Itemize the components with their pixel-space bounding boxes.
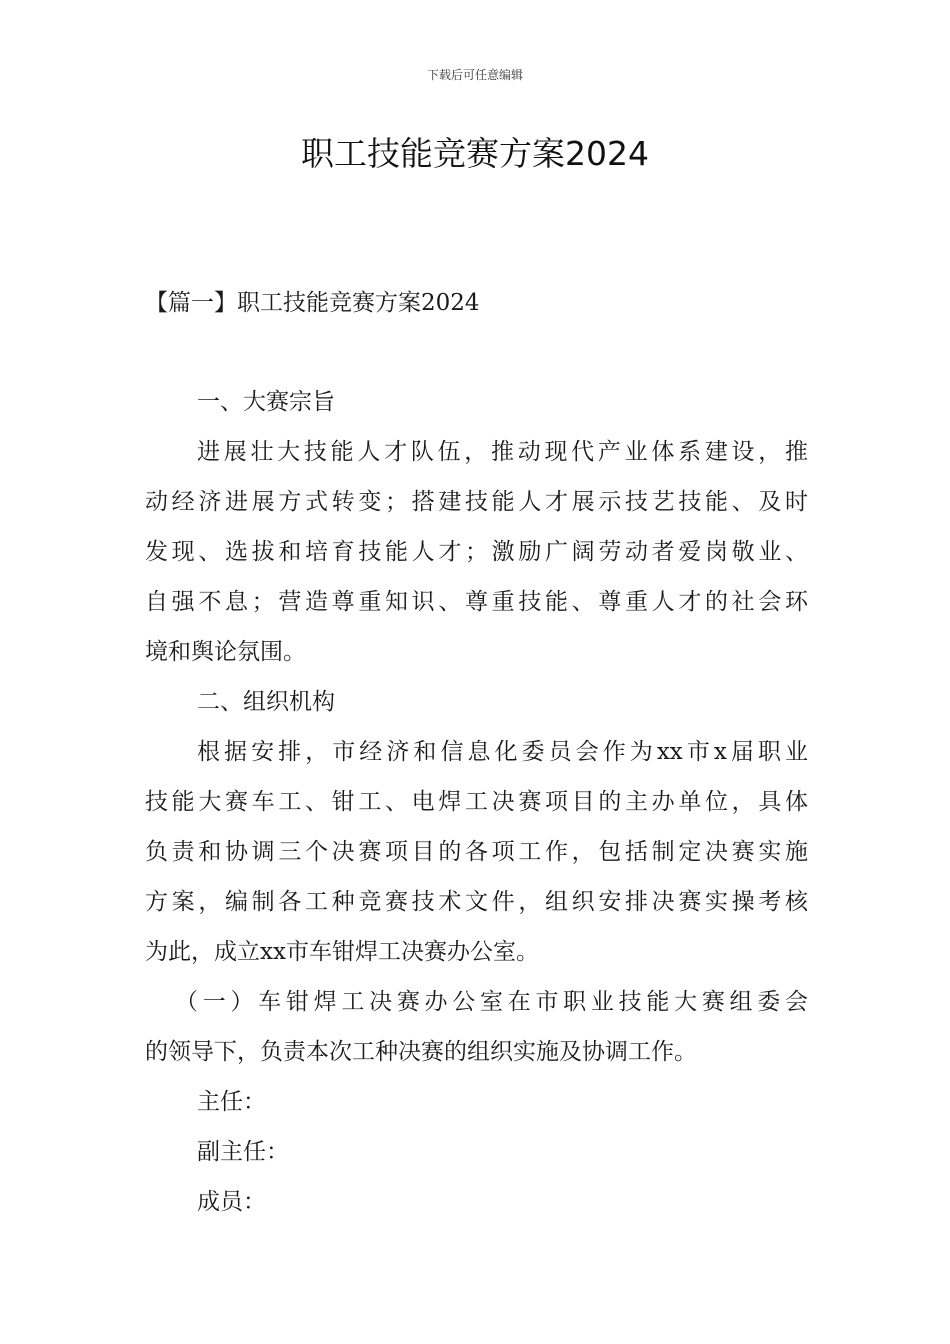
- section-heading-organization: [145, 677, 808, 727]
- paragraph-line: 技能大赛车工、钳工、电焊工决赛项目的主办单位，具体: [145, 789, 808, 815]
- paragraph-subsection-one: [145, 977, 808, 1077]
- role-members: [145, 1177, 808, 1227]
- part-heading: 【篇一】职工技能竞赛方案2024: [145, 290, 480, 316]
- paragraph-line: 发现、选拔和培育技能人才；激励广阔劳动者爱岗敬业、: [145, 539, 808, 565]
- paragraph-line: 动经济进展方式转变；搭建技能人才展示技艺技能、及时: [145, 489, 808, 515]
- paragraph-line: 方案，编制各工种竞赛技术文件，组织安排决赛实操考核: [145, 889, 808, 915]
- section-heading-text: 二、组织机构: [197, 689, 335, 715]
- role-label: 主任：: [197, 1089, 266, 1115]
- paragraph-line: 境和舆论氛围。: [145, 639, 306, 665]
- role-deputy-director: [145, 1127, 808, 1177]
- paragraph-line: 根据安排，市经济和信息化委员会作为xx市x届职业: [197, 739, 808, 765]
- role-label: 副主任：: [197, 1139, 289, 1165]
- paragraph-line: （一）车钳焊工决赛办公室在市职业技能大赛组委会: [175, 989, 808, 1015]
- paragraph-line: 的领导下，负责本次工种决赛的组织实施及协调工作。: [145, 1039, 697, 1065]
- section-heading-purpose: [145, 377, 808, 427]
- paragraph-line: 为此，成立xx市车钳焊工决赛办公室。: [145, 939, 539, 965]
- paragraph-purpose: [145, 427, 808, 677]
- page-header-note: 下载后可任意编辑: [426, 68, 523, 82]
- document-body: [145, 377, 808, 1227]
- document-title: 职工技能竞赛方案2024: [301, 134, 649, 173]
- paragraph-line: 进展壮大技能人才队伍，推动现代产业体系建设，推: [197, 439, 808, 465]
- role-label: 成员：: [197, 1189, 266, 1215]
- role-director: [145, 1077, 808, 1127]
- paragraph-line: 负责和协调三个决赛项目的各项工作，包括制定决赛实施: [145, 839, 808, 865]
- section-heading-text: 一、大赛宗旨: [197, 389, 335, 415]
- paragraph-organization: [145, 727, 808, 977]
- paragraph-line: 自强不息；营造尊重知识、尊重技能、尊重人才的社会环: [145, 589, 808, 615]
